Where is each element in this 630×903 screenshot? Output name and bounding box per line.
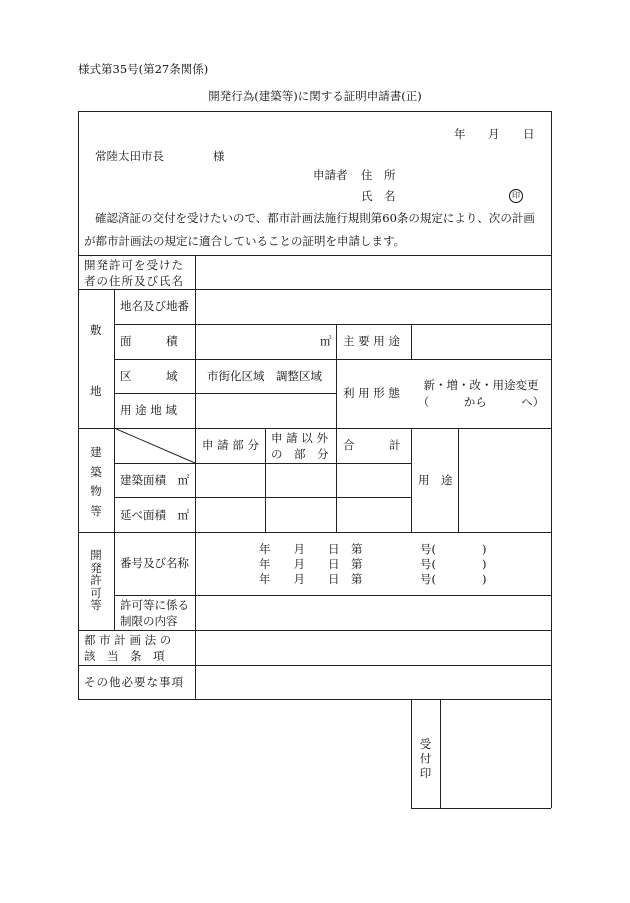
applied-part-label: 申 請 部 分 xyxy=(202,438,259,452)
date-row-1: 年 月 日 第 号( ) xyxy=(259,542,487,556)
date-year: 年 xyxy=(454,127,466,141)
usage-form-options: 新・増・改・用途変更 xyxy=(423,378,539,392)
reception-stamp-label: 受付印 xyxy=(418,738,433,782)
restriction-label: 許可等に係る 制限の内容 xyxy=(120,598,189,628)
district-label: 区 域 xyxy=(120,369,178,383)
seal-mark: 印 xyxy=(509,189,523,203)
total-label: 合 計 xyxy=(343,438,401,452)
use-label: 用 途 xyxy=(418,473,453,487)
other-matters-label: その他必要な事項 xyxy=(84,675,184,689)
dev-permit-group-label: 開 発 許 可 等 xyxy=(90,548,102,612)
lot-label: 地名及び地番 xyxy=(120,299,189,313)
district-options: 市街化区域 調整区域 xyxy=(207,369,322,383)
page-title: 開発行為(建築等)に関する証明申請書(正) xyxy=(208,89,422,103)
building-group-label: 建 築 物 等 xyxy=(90,445,102,518)
site-label-2: 地 xyxy=(90,384,102,398)
form-number: 様式第35号(第27条関係) xyxy=(78,62,209,76)
law-article-label: 都 市 計 画 法 の 該 当 条 項 xyxy=(84,633,172,663)
statement-line-2: が都市計画法の規定に適合していることの証明を申請します。 xyxy=(84,234,406,248)
number-name-label: 番号及び名称 xyxy=(120,556,189,570)
applicant-label: 申請者 xyxy=(313,168,348,182)
site-label-1: 敷 xyxy=(90,323,102,337)
honorific: 様 xyxy=(213,149,225,163)
other-part-label: 申 請 以 外 の 部 分 xyxy=(271,431,329,461)
statement-line-1: 確認済証の交付を受けたいので、都市計画法施行規則第60条の規定により、次の計画 xyxy=(95,211,535,225)
address-label: 住 所 xyxy=(361,168,396,182)
permit-holder-label: 開発許可を受けた 者の住所及び氏名 xyxy=(84,258,184,288)
usage-form-from-to: （ から へ） xyxy=(417,395,545,409)
floor-area-label: 建築面積 ㎡ xyxy=(120,473,190,487)
date-month: 月 xyxy=(488,127,500,141)
date-day: 日 xyxy=(523,127,535,141)
diagonal-divider xyxy=(114,428,196,464)
usage-form-label: 利 用 形 態 xyxy=(343,386,400,400)
total-floor-area-label: 延べ面積 ㎡ xyxy=(120,508,190,522)
date-row-2: 年 月 日 第 号( ) xyxy=(259,557,487,571)
addressee: 常陸太田市長 xyxy=(95,149,164,163)
area-unit: ㎡ xyxy=(320,334,332,348)
zoning-label: 用 途 地 域 xyxy=(120,403,177,417)
main-use-label: 主 要 用 途 xyxy=(343,334,400,348)
area-label: 面 積 xyxy=(120,334,178,348)
name-label: 氏 名 xyxy=(361,189,396,203)
date-row-3: 年 月 日 第 号( ) xyxy=(259,572,487,586)
